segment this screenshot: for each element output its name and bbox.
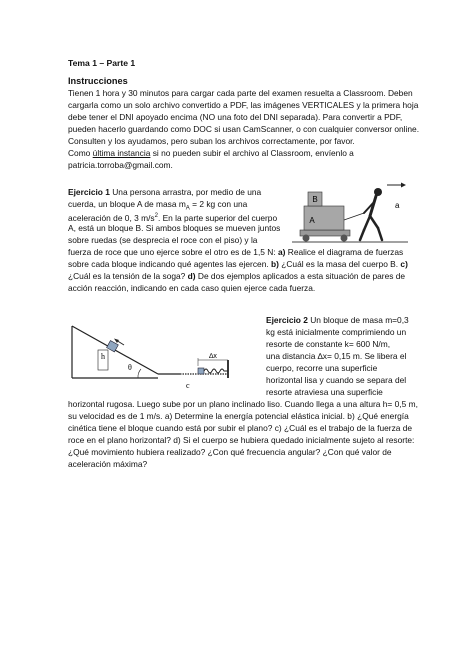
rope bbox=[344, 213, 364, 220]
ex2-line: horizontal rugosa. Luego sube por un plano inclinado liso. Cuando llega a una altura h= 0,5 m, bbox=[68, 399, 418, 409]
ex1-text: = 2 kg con una bbox=[192, 199, 248, 209]
block-a-label: A bbox=[309, 216, 315, 225]
point-c-label: c bbox=[186, 381, 190, 390]
instructions-link[interactable]: última instancia bbox=[92, 148, 151, 158]
ex1-line bbox=[68, 187, 261, 198]
ex2-label: Ejercicio 2 bbox=[266, 315, 308, 325]
ex1-text: . En la parte superior del cuerpo bbox=[157, 212, 278, 223]
ex2-line: cuerpo, recorre una superficie bbox=[266, 363, 378, 373]
ex2-line: resorte atraviesa una superficie bbox=[266, 387, 383, 397]
instructions-line: pueden hacerlo guardando como DOC si usan CamScanner, o con cualquier conversor online. bbox=[68, 124, 420, 134]
block-b-label: B bbox=[312, 195, 318, 204]
ex1-text: Una persona arrastra, por medio de una bbox=[112, 187, 262, 197]
ex2-line: ¿Qué movimiento hubiera realizado? ¿Con qué frecuencia angular? ¿Con qué valor de bbox=[68, 447, 392, 457]
ex2-line: resorte de constante k= 600 N/m, bbox=[266, 339, 391, 349]
ex2-text: Un bloque de masa m=0,3 bbox=[310, 315, 409, 325]
ex1-text: Realice el diagrama de fuerzas bbox=[287, 247, 404, 257]
ex1-line bbox=[68, 211, 277, 224]
ex1-item-label: a) bbox=[277, 247, 286, 257]
instructions-text: si no pueden subir el archivo al Classroom, envíenlo a bbox=[152, 148, 354, 158]
ex1-text: ¿Cuál es la tensión de la soga? bbox=[68, 271, 186, 281]
ex2-line: aceleración máxima? bbox=[68, 459, 148, 469]
instructions-line: debe tener el DNI apoyado encima (NO una foto del DNI separada). Para convertir a PDF, bbox=[68, 112, 403, 122]
instructions-heading: Instrucciones bbox=[68, 76, 128, 86]
dx-label: ∆x bbox=[209, 353, 217, 360]
ex1-item-label: d) bbox=[187, 271, 196, 281]
ex2-line: horizontal lisa y cuando se separa del bbox=[266, 375, 407, 385]
contact-email: patricia.torroba@gmail.com. bbox=[68, 160, 173, 170]
ex1-item-label: b) bbox=[271, 259, 279, 269]
ex1-line bbox=[68, 247, 403, 258]
ex2-line: una distancia ∆x= 0,15 m. Se libera el bbox=[266, 351, 407, 361]
ex2-line: su velocidad es de 1 m/s. a) Determine la energía potencial elástica inicial. b) ¿Qué energía bbox=[68, 411, 409, 421]
instructions-line: Tienen 1 hora y 30 minutos para cargar cada parte del examen resuelta a Classroom. Deben bbox=[68, 88, 413, 98]
wheel-icon bbox=[341, 235, 348, 242]
ex1-line: A, está un bloque B. Si ambos bloques se mueven juntos bbox=[68, 223, 281, 233]
ex1-line bbox=[68, 259, 408, 270]
ex1-text: cuerda, un bloque A de masa m bbox=[68, 199, 186, 209]
ex1-line: sobre ruedas (se desprecia el roce con el piso) y la bbox=[68, 235, 258, 245]
ex1-line bbox=[68, 271, 405, 282]
instructions-line: cargarla como un solo archivo convertido a PDF, las imágenes VERTICALES y la primera hoja bbox=[68, 100, 419, 110]
ex1-text: fuerza de roce que uno ejerce sobre el otro es de 1,5 N: bbox=[68, 247, 276, 257]
height-label: h bbox=[101, 352, 105, 361]
ex2-line: cinética tiene el bloque cuando está por subir el plano? c) ¿Cuál es el trabajo de la fuerza de bbox=[68, 423, 413, 433]
ex1-label: Ejercicio 1 bbox=[68, 187, 110, 197]
ex2-line: kg está inicialmente comprimiendo un bbox=[266, 327, 407, 337]
ex2-line bbox=[266, 315, 409, 326]
ex1-superscript: 2 bbox=[154, 213, 158, 219]
ex1-line: acción reacción, indicando en cada caso quien ejerce cada fuerza. bbox=[68, 283, 316, 293]
ex1-text: ¿Cuál es la masa del cuerpo B. bbox=[281, 259, 399, 269]
wheel-icon bbox=[303, 235, 310, 242]
ex1-figure bbox=[290, 180, 420, 248]
angle-label: θ bbox=[128, 363, 132, 372]
ex1-text: aceleración de 0, 3 m/s bbox=[68, 212, 155, 223]
ex2-figure bbox=[70, 322, 260, 394]
spring-icon bbox=[204, 369, 228, 373]
block-at-spring bbox=[198, 368, 204, 374]
instructions-line: Consulten y los ayudamos, pero suban los archivos correctamente, por favor. bbox=[68, 136, 355, 146]
ex1-text: sobre cada bloque indicando qué agentes las ejercen. bbox=[68, 259, 269, 269]
acceleration-label: a bbox=[395, 201, 400, 210]
ex1-text: De dos ejemplos aplicados a esta situación de pares de bbox=[197, 271, 406, 281]
instructions-text: Como bbox=[68, 148, 91, 158]
ex1-item-label: c) bbox=[400, 259, 408, 269]
instructions-last-line bbox=[68, 148, 408, 159]
ex1-subscript: A bbox=[185, 205, 190, 212]
ex2-line: roce en el plano horizontal? d) Si el cuerpo se hubiera quedado inicialmente sujeto al resorte: bbox=[68, 435, 415, 445]
page-title: Tema 1 – Parte 1 bbox=[68, 58, 136, 68]
